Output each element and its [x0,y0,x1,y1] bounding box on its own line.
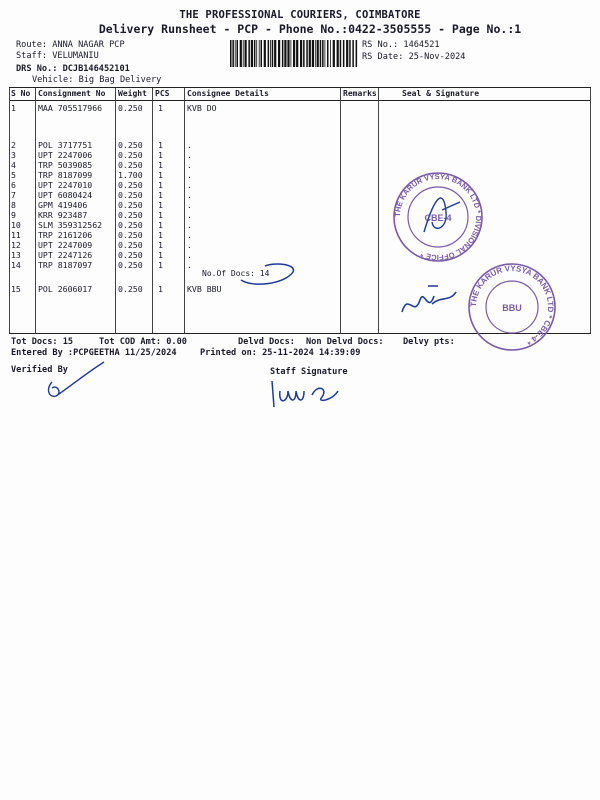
col-header-pcs: PCS [155,89,170,98]
row-sno: 5 [11,170,16,180]
row-sno: 11 [11,230,21,240]
row-consignment: UPT 2247010 [38,180,93,190]
col-header-consignee: Consignee Details [187,89,269,98]
row-weight: 0.250 [118,200,143,210]
row-weight: 0.250 [118,250,143,260]
delivery-points: Delvy pts: [403,337,455,347]
drs-number: DRS No.: DCJB146452101 [16,64,130,74]
row-consignment: POL 3717751 [38,140,93,150]
bbu-stamp-ring-text: THE KARUR VYSYA BANK LTD * CBE-4 * [468,263,556,347]
runsheet-title: Delivery Runsheet - PCP - Phone No.:0422-3505555 - Page No.:1 [98,22,522,36]
row-consignment: MAA 705517966 [38,103,103,113]
row-consignment: TRP 2161206 [38,230,93,240]
rs-date: RS Date: 25-Nov-2024 [362,52,466,62]
row-pcs: 1 [158,260,163,270]
table-row [0,200,590,210]
row-consignment: UPT 2247006 [38,150,93,160]
company-name: THE PROFESSIONAL COURIERS, COIMBATORE [179,9,421,21]
row-sno: 12 [11,240,21,250]
row-pcs: 1 [158,150,163,160]
row-pcs: 1 [158,210,163,220]
table-row [0,180,590,190]
row-pcs: 1 [158,190,163,200]
barcode [230,40,358,67]
verified-by-label: Verified By [11,365,68,375]
row-weight: 0.250 [118,260,143,270]
table-header-rule [9,100,591,101]
total-docs: Tot Docs: 15 [11,337,74,347]
verified-by-signature [38,358,108,402]
row-consignment: POL 2606017 [38,284,93,294]
row-pcs: 1 [158,240,163,250]
row-consignment: UPT 2247126 [38,250,93,260]
row-consignee: . [187,160,192,170]
row-consignment: UPT 2247009 [38,240,93,250]
row-consignment: TRP 8187097 [38,260,93,270]
row-consignee: . [187,230,192,240]
row-sno: 13 [11,250,21,260]
staff-signature [266,373,346,413]
row-consignee: . [187,180,192,190]
row-sno: 9 [11,210,16,220]
row-consignment: KRR 923487 [38,210,88,220]
staff-label: Staff: VELUMANIU [16,51,99,61]
route-label: Route: ANNA NAGAR PCP [16,40,125,50]
divisional-stamp-ring-text: THE KARUR VYSYA BANK LTD * DIVISIONAL OFFICE * [392,172,484,262]
row-pcs: 1 [158,140,163,150]
row-consignment: UPT 6080424 [38,190,93,200]
table-row [0,240,590,250]
row-pcs: 1 [158,230,163,240]
row-weight: 0.250 [118,140,143,150]
row-sno: 1 [11,103,16,113]
row-weight: 1.700 [118,170,143,180]
delivered-docs: Delvd Docs: [238,337,295,347]
col-line-7 [590,88,591,333]
row-sno: 7 [11,190,16,200]
row-sno: 2 [11,140,16,150]
vehicle-label: Vehicle: Big Bag Delivery [32,75,162,85]
printed-on: Printed on: 25-11-2024 14:39:09 [200,348,361,358]
row-sno: 3 [11,150,16,160]
staff-signature-label: Staff Signature [270,367,348,377]
divisional-stamp-center: CBE-4 [424,213,452,223]
table-row [0,160,590,170]
row-consignee: . [187,250,192,260]
non-delivered-docs: Non Delvd Docs: [306,337,384,347]
row-pcs: 1 [158,284,163,294]
row-consignee: . [187,260,192,270]
receiver-signature [398,282,460,324]
row-weight: 0.250 [118,230,143,240]
table-row [0,190,590,200]
col-header-weight: Weight [118,89,147,98]
col-header-remarks: Remarks [343,89,377,98]
row-weight: 0.250 [118,103,143,113]
row-pcs: 1 [158,160,163,170]
row-consignee: . [187,140,192,150]
row-consignee: . [187,240,192,250]
row-consignee: . [187,150,192,160]
row-consignee: . [187,210,192,220]
table-row [0,170,590,180]
row-weight: 0.250 [118,190,143,200]
row-pcs: 1 [158,220,163,230]
row-consignment: SLM 359312562 [38,220,103,230]
table-row [0,103,590,113]
col-header-sno: S No [11,89,31,98]
entered-by: Entered By :PCPGEETHA 11/25/2024 [11,348,177,358]
total-cod-amount: Tot COD Amt: 0.00 [99,337,187,347]
row-sno: 15 [11,284,21,294]
row-sno: 10 [11,220,21,230]
rs-number: RS No.: 1464521 [362,40,440,50]
bbu-bank-stamp [463,262,561,352]
divisional-office-stamp [388,172,488,262]
col-header-consignment: Consignment No [38,89,106,98]
row-sno: 4 [11,160,16,170]
row-pcs: 1 [158,103,163,113]
row-weight: 0.250 [118,220,143,230]
row-pcs: 1 [158,170,163,180]
row-consignment: TRP 5039085 [38,160,93,170]
handwritten-doc-count: No.Of Docs: 14 [202,269,270,278]
table-row [0,220,590,230]
table-row [0,140,590,150]
row-weight: 0.250 [118,210,143,220]
row-consignee: . [187,190,192,200]
row-weight: 0.250 [118,240,143,250]
table-row [0,250,590,260]
row-sno: 14 [11,260,21,270]
row-consignment: GPM 419406 [38,200,88,210]
bbu-stamp-center: BBU [502,303,522,313]
row-consignee: . [187,170,192,180]
row-pcs: 1 [158,180,163,190]
row-weight: 0.250 [118,160,143,170]
table-row [0,210,590,220]
row-consignee: . [187,220,192,230]
row-weight: 0.250 [118,150,143,160]
row-consignee: . [187,200,192,210]
row-sno: 8 [11,200,16,210]
note-circle-scribble [235,260,297,290]
row-consignee: KVB BBU [187,284,222,294]
row-consignee: KVB DO [187,103,217,113]
row-consignment: TRP 8187099 [38,170,93,180]
col-header-seal: Seal & Signature [402,89,480,98]
row-sno: 6 [11,180,16,190]
row-pcs: 1 [158,200,163,210]
row-weight: 0.250 [118,180,143,190]
table-top-rule [9,87,591,88]
row-weight: 0.250 [118,284,143,294]
row-pcs: 1 [158,250,163,260]
table-row [0,230,590,240]
table-row [0,150,590,160]
